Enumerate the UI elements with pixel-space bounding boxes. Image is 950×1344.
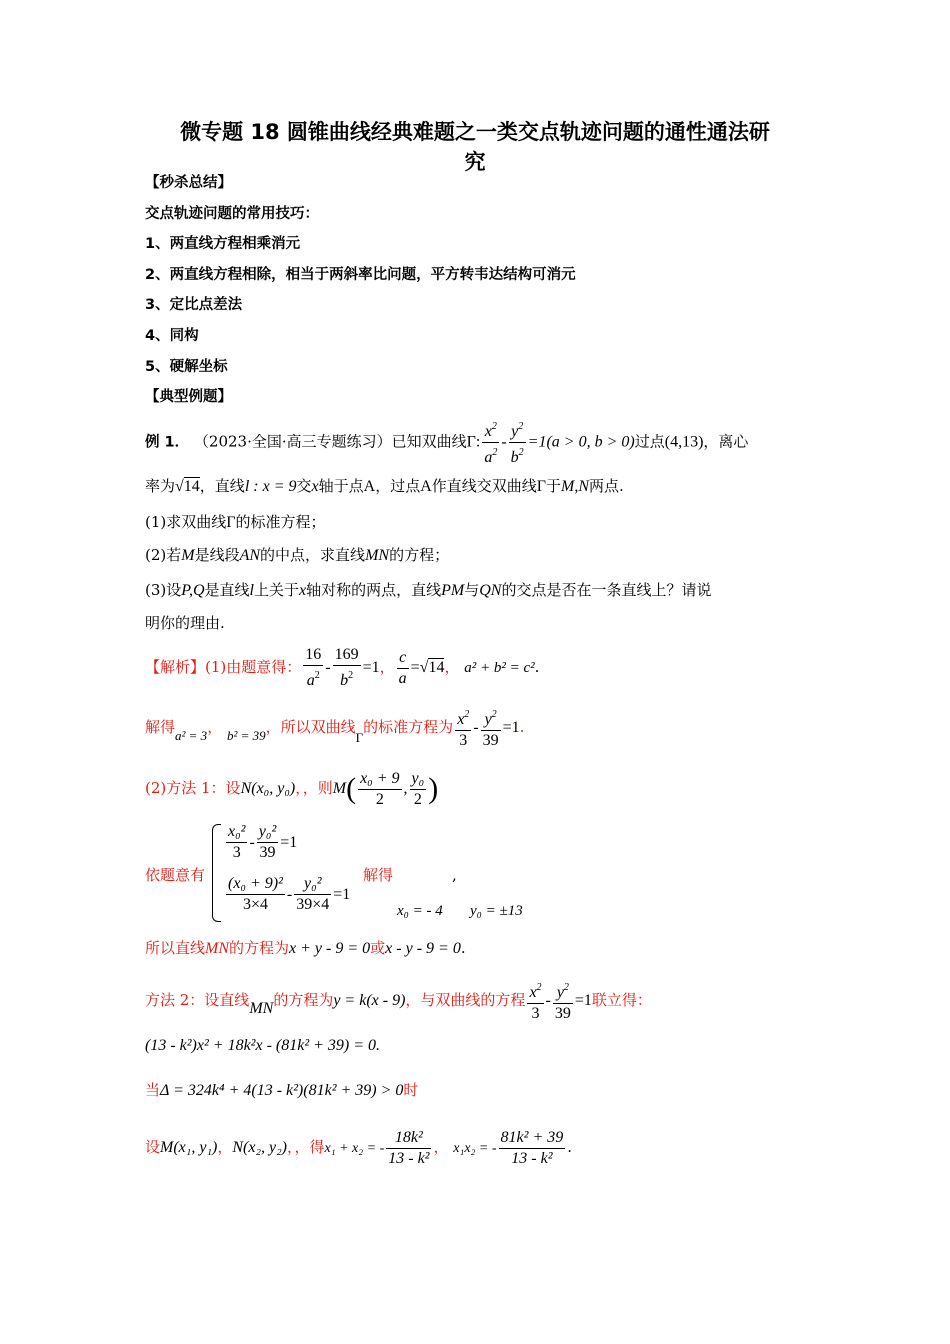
method-1-result: 所以直线MN的方程为x + y - 9 = 0或x - y - 9 = 0. — [145, 939, 466, 957]
question-1: (1)求双曲线Γ的标准方程； — [145, 513, 326, 531]
page-title: 微专题 18 圆锥曲线经典难题之一类交点轨迹问题的通性通法研 究 — [180, 120, 770, 174]
document-page: 微专题 18 圆锥曲线经典难题之一类交点轨迹问题的通性通法研 究 【秒杀总结】 交点轨迹问题的常用技巧： 1、两直线方程相乘消元 2、两直线方程相除，相当于两斜率比问题，平方转韦达结构可消元 3、定比点差法 4、同构 5、硬解坐标 【典型例题】 例 1． （2023·全国·高三专题练习）已知双曲线Γ: $\frac{x^2}{a^2}$ - $\frac{y^2}{b^2}$ =1(a > 0, b > 0)过点(4,13)，离心 率为√14，直线l : x = 9交x轴于点A，过点A作直线交双曲线Γ于M,N两点. (1)求双曲线Γ的标准方程； (2)若M是线段AN的中点，求直线MN的方程； (3)设P,Q是直线l上关于x轴对称的两点，直线PM与QN的交点是否在一条直线上？请说 明你的理由. 【解析】(1)由题意得： $\frac{16}{a^2}$ - $\frac{169}{b^2}$ =1， $\frac{c}{a}$ =√14， a² + b² = c². 解得a² = 3， b² = 39，所以双曲线Γ的标准方程为 $\frac{x^2}{3}$ - $\frac{y^2}{39}$ =1. (2)方法 1：设N(x₀, y₀)，，则M( $\frac{\text{x₀ + 9}}{2}$ , $\frac{\text{y₀}}{2}$ ) 依题意有 $\frac{\text{x₀²}}{3}$ - $\frac{\text{y₀²}}{39}$ =1 $\frac{\text{(x₀ + 9)²}}{3\times 4}$ - $\frac{\text{y₀²}}{39\times 4}$ =1 解得 , x₀ = - 4 y₀ = ±13 所以直线MN的方程为x + y - 9 = 0或x - y - 9 = 0. 方法 2：设直线MN的方程为y = k(x - 9)，与双曲线的方程 $\frac{x^2}{3}$ - $\frac{y^2}{39}$ =1联立得： (13 - k²)x² + 18k²x - (81k² + 39) = 0. 当Δ = 324k⁴ + 4(13 - k²)(81k² + 39) > 0时 设M(x₁, y₁)，N(x₂, y₂)，，得x₁ + x₂ = - $\frac{\text{18k²}}{\text{13 - k²}}$ ， x₁x₂ = - $\frac{\text{81k² + 39}}{\text{13 - k²}}$ . — [0, 0, 950, 1344]
example-1-line-1: 例 1． （2023·全国·高三专题练习）已知双曲线Γ: $\frac{x^2}{a^2}$ - $\frac{y^2}{b^2}$ =1(a > 0, b > 0)过点(4,13)，离心 — [145, 417, 748, 468]
section-examples-heading: 【典型例题】 — [145, 389, 232, 405]
y2-over-b2: $\frac{y^2}{b^2}$ — [509, 417, 526, 468]
brace — [212, 824, 221, 922]
section-summary-heading: 【秒杀总结】 — [145, 175, 232, 191]
tips-intro: 交点轨迹问题的常用技巧： — [145, 206, 319, 222]
system-prefix: 依题意有 — [145, 866, 206, 884]
solution-label: 【解析】 — [145, 658, 206, 676]
method-2-setup: 方法 2：设直线MN的方程为y = k(x - 9)，与双曲线的方程 $\frac{x^2}{3}$ - $\frac{y^2}{39}$ =1联立得： — [145, 978, 652, 1031]
vieta-formulas: 设M(x₁, y₁)，N(x₂, y₂)，，得x₁ + x₂ = - $\frac{\text{18k²}}{\text{13 - k²}}$ ， x₁x₂ = - $\frac{\text{81k² + 39}}{\text{13 - k²}}$ . — [145, 1128, 573, 1167]
discriminant-condition: 当Δ = 324k⁴ + 4(13 - k²)(81k² + 39) > 0时 — [145, 1081, 419, 1099]
x0-value: x₀ = - 4 — [397, 903, 443, 919]
system-eq-1: $\frac{\text{x₀²}}{3}$ - $\frac{\text{y₀²}}{39}$ =1 — [228, 823, 298, 861]
solution-part-1-result: 解得a² = 3， b² = 39，所以双曲线Γ的标准方程为 $\frac{x^2}{3}$ - $\frac{y^2}{39}$ =1. — [145, 705, 524, 760]
system-eq-2: $\frac{\text{(x₀ + 9)²}}{3\times 4}$ - $\frac{\text{y₀²}}{39\times 4}$ =1 — [228, 875, 351, 913]
question-2: (2)若M是线段AN的中点，求直线MN的方程； — [145, 546, 450, 564]
tip-item-3: 3、定比点差法 — [145, 297, 243, 313]
y0-value: y₀ = ±13 — [470, 903, 523, 919]
question-3: (3)设P,Q是直线l上关于x轴对称的两点，直线PM与QN的交点是否在一条直线上？请说 — [145, 581, 712, 599]
equation-system — [212, 822, 512, 922]
quadratic-equation: (13 - k²)x² + 18k²x - (81k² + 39) = 0. — [145, 1037, 381, 1054]
solution-part-1: 【解析】(1)由题意得： $\frac{16}{a^2}$ - $\frac{169}{b^2}$ =1， $\frac{c}{a}$ =√14， a² + b² = c². — [145, 646, 540, 689]
tip-item-4: 4、同构 — [145, 328, 199, 344]
system-solve-label: 解得 — [363, 866, 394, 884]
tip-item-1: 1、两直线方程相乘消元 — [145, 236, 301, 252]
example-1-line-2: 率为√14，直线l : x = 9交x轴于点A，过点A作直线交双曲线Γ于M,N两点. — [145, 477, 624, 495]
example-source: （2023·全国·高三专题练习）已知双曲线 — [193, 432, 467, 451]
example-label: 例 1． — [145, 434, 190, 451]
x2-over-a2: $\frac{x^2}{a^2}$ — [482, 417, 499, 468]
tip-item-2: 2、两直线方程相除，相当于两斜率比问题，平方转韦达结构可消元 — [145, 267, 576, 283]
question-3-cont: 明你的理由. — [145, 614, 225, 632]
method-1-setup: (2)方法 1：设N(x₀, y₀)，，则M( $\frac{\text{x₀ + 9}}{2}$ , $\frac{\text{y₀}}{2}$ ) — [145, 769, 439, 808]
tip-item-5: 5、硬解坐标 — [145, 359, 228, 375]
